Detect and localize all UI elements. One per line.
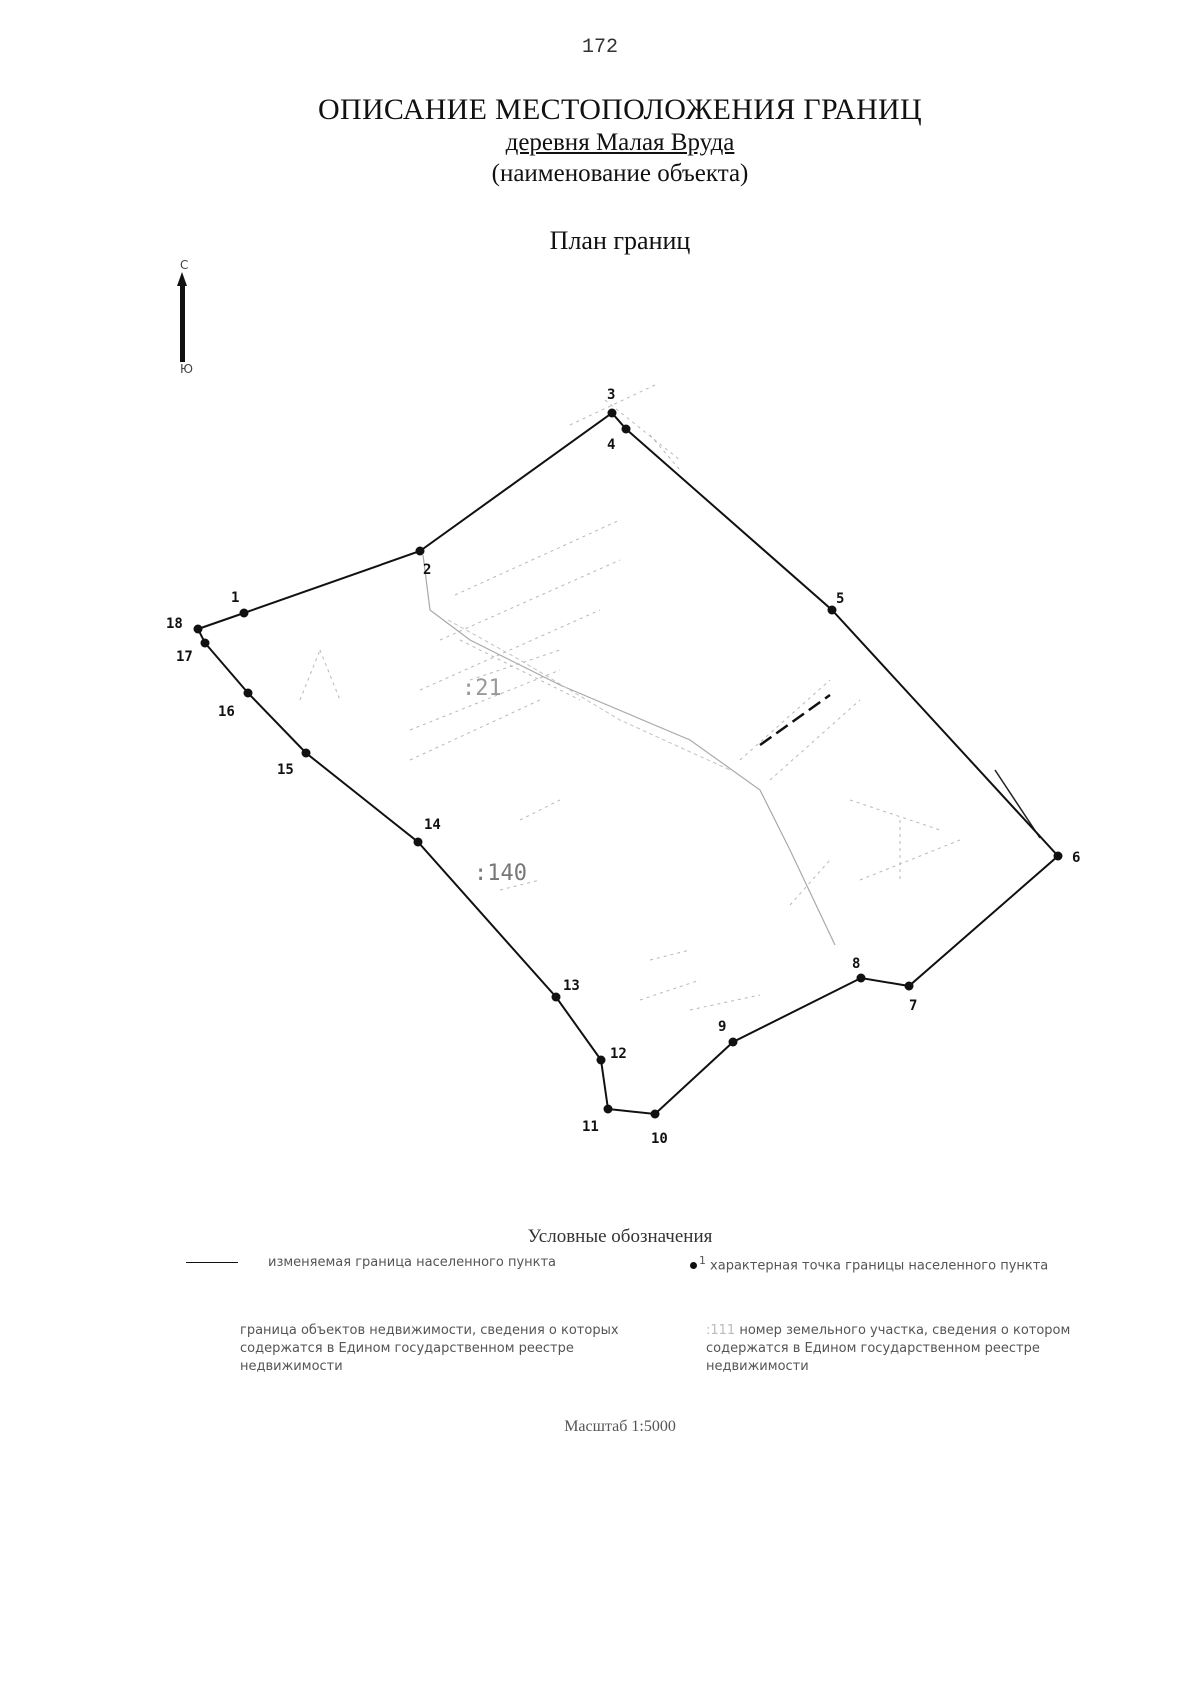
boundary-point-8: [857, 974, 866, 983]
boundary-point-9: [729, 1038, 738, 1047]
boundary-point-7: [905, 982, 914, 991]
boundary-point-1: [240, 609, 249, 618]
legend-boundary-point: [690, 1252, 1070, 1275]
boundary-point-18: [194, 625, 203, 634]
point-label-4: 4: [607, 437, 616, 453]
page-number: 172: [581, 36, 618, 59]
point-label-6: 6: [1072, 850, 1081, 866]
point-label-1: 1: [231, 590, 240, 606]
road-line: [423, 555, 835, 945]
boundary-point-11: [604, 1105, 613, 1114]
point-label-18: 18: [166, 616, 183, 632]
parcel-label: :21: [462, 676, 502, 701]
point-label-2: 2: [423, 562, 432, 578]
point-label-13: 13: [563, 978, 580, 994]
legend-parcel-number: [706, 1322, 1126, 1376]
boundary-point-14: [414, 838, 423, 847]
legend-boundary-point-text: характерная точка границы населенного пункта: [710, 1258, 1049, 1274]
parcel-number-sample: :111: [706, 1323, 736, 1338]
object-name-note: (наименование объекта): [491, 160, 749, 187]
cadastral-background: [300, 385, 960, 1010]
legend-point-number: 1: [699, 1254, 706, 1267]
boundary-line-symbol: [186, 1262, 238, 1264]
point-label-16: 16: [218, 704, 235, 720]
boundary-point-17: [201, 639, 210, 648]
parcel-label: :140: [474, 861, 527, 886]
south-label: Ю: [180, 362, 193, 376]
boundary-points: [194, 409, 1063, 1119]
boundary-point-15: [302, 749, 311, 758]
point-label-12: 12: [610, 1046, 627, 1062]
legend-title: Условные обозначения: [527, 1226, 713, 1247]
map-scale: Масштаб 1:5000: [564, 1418, 676, 1435]
point-label-7: 7: [909, 998, 918, 1014]
boundary-point-16: [244, 689, 253, 698]
legend-boundary-line: [186, 1254, 556, 1272]
point-label-15: 15: [277, 762, 294, 778]
point-label-8: 8: [852, 956, 861, 972]
legend-boundary-line-text: изменяемая граница населенного пункта: [268, 1255, 557, 1270]
boundary-point-10: [651, 1110, 660, 1119]
point-label-11: 11: [582, 1119, 599, 1135]
boundary-point-6: [1054, 852, 1063, 861]
object-name: деревня Малая Вруда: [505, 129, 735, 156]
plan-title: План границ: [549, 226, 691, 255]
boundary-point-12: [597, 1056, 606, 1065]
legend-real-estate-boundary: граница объектов недвижимости, сведения о которых содержатся в Едином государственном реестре недвижимости: [240, 1323, 619, 1374]
legend-parcel-number-text: номер земельного участка, сведения о котором содержатся в Едином государственном реестре недвижимости: [706, 1323, 1071, 1374]
settlement-boundary: [198, 413, 1058, 1114]
boundary-point-symbol: [690, 1262, 697, 1269]
point-label-14: 14: [424, 817, 441, 833]
existing-parcel-boundary: [760, 695, 830, 745]
boundary-point-2: [416, 547, 425, 556]
boundary-point-3: [608, 409, 617, 418]
document-title: ОПИСАНИЕ МЕСТОПОЛОЖЕНИЯ ГРАНИЦ: [318, 93, 922, 126]
point-label-9: 9: [718, 1019, 727, 1035]
boundary-point-13: [552, 993, 561, 1002]
point-label-17: 17: [176, 649, 193, 665]
point-label-10: 10: [651, 1131, 668, 1147]
boundary-point-labels: [166, 387, 1080, 1147]
point-label-5: 5: [836, 591, 845, 607]
point-label-3: 3: [607, 387, 616, 403]
north-label: С: [180, 258, 189, 272]
boundary-point-4: [622, 425, 631, 434]
